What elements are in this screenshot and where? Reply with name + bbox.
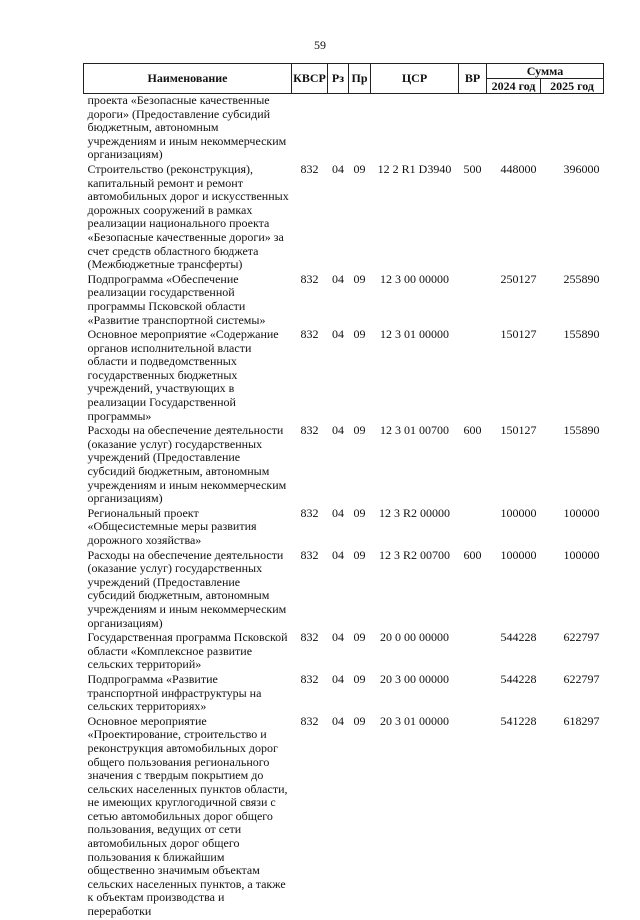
cell-y2025: 396000: [563, 161, 600, 176]
cell-name: Расходы на обеспечение деятельности (оказание услуг) государственных учреждений (Предоставление субсидий бюджетным, автономным учреждениям и иным некоммерческим организациям): [87, 423, 287, 506]
cell-name: Государственная программа Псковской области «Комплексное развитие сельских территорий»: [87, 630, 288, 672]
cell-vr: [459, 631, 487, 673]
cell-y2024: 544228: [500, 671, 537, 686]
header-name: Наименование: [84, 64, 292, 94]
cell-rz: 04: [332, 327, 344, 342]
table-header: [84, 64, 604, 94]
cell-rz: 04: [332, 423, 344, 438]
table-row: [84, 507, 604, 549]
cell-kvsr: 832: [300, 547, 319, 562]
table-row: [84, 549, 604, 632]
cell-y2024: 544228: [500, 630, 537, 645]
cell-csr: 12 3 01 00000: [380, 327, 449, 342]
table-body: [84, 94, 604, 920]
cell-csr: 20 3 00 00000: [380, 671, 449, 686]
header-sum: Сумма: [487, 64, 604, 79]
table-row: [84, 94, 604, 163]
cell-vr: 600: [463, 423, 482, 438]
cell-csr: 20 0 00 00000: [380, 630, 449, 645]
cell-y2024: [487, 94, 541, 163]
cell-kvsr: [292, 94, 328, 163]
cell-pr: 09: [353, 505, 366, 520]
cell-rz: 04: [332, 630, 344, 645]
cell-csr: 12 3 01 00700: [380, 423, 449, 438]
cell-name: Основное мероприятие «Проектирование, строительство и реконструкция автомобильных дорог общего пользования регионального значения с твердым покрытием до сельских населенных пунктов области, не имеющих круглогодичной связи с сетью автомобильных дорог общего пользования, ведущих от сети автомобильных дорог общего пользования к ближайшим общественно значимым объектам сельских населенных пунктов, а также к объектам производства и переработки: [87, 713, 288, 919]
cell-csr: 12 2 R1 D3940: [377, 161, 452, 176]
cell-vr: [459, 273, 487, 328]
cell-kvsr: 832: [300, 271, 319, 286]
cell-y2024: 100000: [500, 505, 537, 520]
cell-vr: 600: [463, 547, 482, 562]
header-kvsr: КВСР: [292, 64, 328, 94]
cell-vr: 500: [463, 161, 482, 176]
table-row: [84, 328, 604, 424]
table-row: [84, 673, 604, 715]
header-2024: 2024 год: [487, 79, 541, 94]
cell-rz: [328, 94, 349, 163]
cell-vr: [459, 94, 487, 163]
cell-rz: 04: [332, 671, 344, 686]
cell-vr: [459, 715, 487, 920]
cell-name: Подпрограмма «Обеспечение реализации государственной программы Псковской области «Развитие транспортной системы»: [87, 271, 266, 327]
cell-pr: [349, 94, 371, 163]
header-rz: Рз: [328, 64, 349, 94]
cell-y2025: 100000: [563, 547, 600, 562]
cell-name: Основное мероприятие «Содержание органов исполнительной власти области и подведомственных государственных бюджетных учреждений, участвующих в реализации Государственной программы»: [87, 327, 279, 423]
cell-vr: [459, 673, 487, 715]
cell-y2024: 150127: [500, 423, 537, 438]
cell-pr: 09: [353, 161, 366, 176]
table-row: [84, 163, 604, 273]
cell-kvsr: 832: [300, 161, 319, 176]
cell-rz: 04: [332, 713, 344, 728]
page-number: 59: [314, 38, 326, 52]
cell-vr: [459, 328, 487, 424]
cell-kvsr: 832: [300, 505, 319, 520]
cell-vr: [459, 507, 487, 549]
cell-kvsr: 832: [300, 630, 319, 645]
cell-pr: 09: [353, 630, 366, 645]
cell-pr: 09: [353, 713, 366, 728]
cell-pr: 09: [353, 547, 366, 562]
cell-csr: 12 3 R2 00700: [378, 547, 450, 562]
cell-csr: [371, 94, 459, 163]
cell-y2024: 100000: [500, 547, 537, 562]
cell-pr: 09: [353, 271, 366, 286]
cell-pr: 09: [353, 327, 366, 342]
cell-rz: 04: [332, 161, 344, 176]
cell-y2025: 155890: [563, 423, 600, 438]
cell-y2025: 618297: [563, 713, 600, 728]
cell-csr: 12 3 R2 00000: [378, 505, 450, 520]
cell-y2025: 100000: [563, 505, 600, 520]
cell-csr: 20 3 01 00000: [380, 713, 449, 728]
cell-csr: 12 3 00 00000: [380, 271, 449, 286]
cell-kvsr: 832: [300, 671, 319, 686]
cell-name: Подпрограмма «Развитие транспортной инфраструктуры на сельских территориях»: [87, 671, 262, 714]
header-vr: ВР: [459, 64, 487, 94]
table-row: [84, 424, 604, 507]
header-csr: ЦСР: [371, 64, 459, 94]
cell-y2024: 250127: [500, 271, 537, 286]
cell-y2025: 155890: [563, 327, 600, 342]
cell-y2025: 622797: [563, 671, 600, 686]
header-pr: Пр: [349, 64, 371, 94]
cell-kvsr: 832: [300, 423, 319, 438]
cell-rz: 04: [332, 547, 344, 562]
cell-name: проекта «Безопасные качественные дороги» (Предоставление субсидий бюджетным, автономным учреждениям и иным некоммерческим организациям): [87, 93, 287, 162]
cell-rz: 04: [332, 271, 344, 286]
header-2025: 2025 год: [541, 79, 604, 94]
cell-y2025: 255890: [563, 271, 600, 286]
cell-name: Региональный проект «Общесистемные меры развития дорожного хозяйства»: [87, 505, 257, 547]
cell-y2025: [541, 94, 604, 163]
cell-y2024: 541228: [500, 713, 537, 728]
cell-y2024: 448000: [500, 161, 537, 176]
cell-kvsr: 832: [300, 327, 319, 342]
table-row: [84, 715, 604, 920]
cell-name: Строительство (реконструкция), капитальный ремонт и ремонт автомобильных дорог и искусственных дорожных сооружений в рамках реализации национального проекта «Безопасные качественные дороги» за счет средств областного бюджета (Межбюджетные трансферты): [87, 161, 289, 272]
cell-y2024: 150127: [500, 327, 537, 342]
cell-pr: 09: [353, 671, 366, 686]
cell-rz: 04: [332, 505, 344, 520]
budget-table: [83, 63, 604, 920]
cell-pr: 09: [353, 423, 366, 438]
cell-kvsr: 832: [300, 713, 319, 728]
cell-name: Расходы на обеспечение деятельности (оказание услуг) государственных учреждений (Предоставление субсидий бюджетным, автономным учреждениям и иным некоммерческим организациям): [87, 547, 287, 630]
table-row: [84, 273, 604, 328]
cell-y2025: 622797: [563, 630, 600, 645]
table-row: [84, 631, 604, 673]
